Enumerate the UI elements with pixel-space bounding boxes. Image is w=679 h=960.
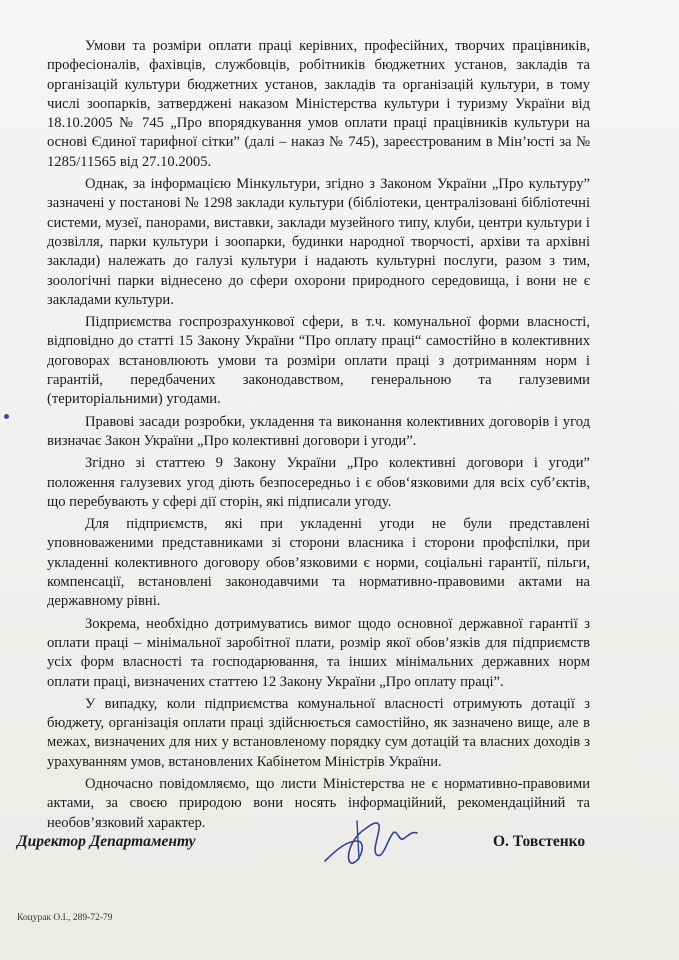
signature-block — [17, 833, 607, 873]
signatory-name: О. Товстенко — [493, 833, 586, 850]
signatory-title: Директор Департаменту — [17, 833, 196, 850]
paragraph-1: Умови та розміри оплати праці керівних, професійних, творчих працівників, професіоналів, фахівців, службовців, робітників бюджетних установ, закладів та організацій культури бюджетних установ, закладів та організацій культури, в тому числі зоопарків, затверджені наказом Міністерства культури і туризму України від 18.10.2005 № 745 „Про впорядкування умов оплати праці працівників культури на основі Єдиної тарифної сітки” (далі – наказ № 745), зареєстрованим в Мін’юсті за № 1285/11565 від 27.10.2005. — [47, 38, 590, 170]
letter-body — [47, 37, 590, 836]
paragraph-8: У випадку, коли підприємства комунальної власності отримують дотації з бюджету, організація оплати праці здійснюється самостійно, як зазначено вище, але в межах, визначених для них у встановленому порядку сум дотацій та власних доходів з урахуванням умов, встановлених Кабінетом Міністрів України. — [47, 695, 590, 770]
paragraph-9: Одночасно повідомляємо, що листи Міністерства не є нормативно-правовими актами, за своєю природою вони носять інформаційний, рекомендаційний та необов’язковий характер. — [47, 775, 590, 831]
paragraph-5: Згідно зі статтею 9 Закону України „Про колективні договори і угоди” положення галузевих угод діють безпосередньо і є обов‘язковими для всіх суб’єктів, що перебувають у сфері дії сторін, які підписали угоду. — [47, 455, 590, 510]
contact-line: Коцурак О.І., 289-72-79 — [17, 913, 113, 923]
paragraph-4: Правові засади розробки, укладення та виконання колективних договорів і угод визначає Закон України „Про колективні договори і угоди”. — [47, 413, 590, 449]
paragraph-3: Підприємства госпрозрахункової сфери, в т.ч. комунальної форми власності, відповідно до статті 15 Закону України “Про оплату праці“ самостійно в колективних договорах встановлюють умови та розміри оплати праці з дотриманням норм і гарантій, передбачених законодавством, генеральною та галузевими (територіальними) угодами. — [47, 314, 590, 408]
paragraph-6: Для підприємств, які при укладенні угоди не були представлені уповноваженими представниками зі сторони власника і сторони профспілки, при укладенні колективного договору обов’язковими є норми, соціальні гарантії, пільги, компенсації, встановлені законодавчими та нормативно-правовими актами на державному рівні. — [47, 516, 590, 610]
ink-mark — [4, 414, 9, 419]
handwritten-signature — [317, 811, 437, 871]
paragraph-2: Однак, за інформацією Мінкультури, згідно з Законом України „Про культуру” зазначені у постанові № 1298 заклади культури (бібліотеки, централізовані бібліотечні системи, музеї, панорами, виставки, заклади музейного типу, клуби, центри культури і дозвілля, парки культури і зоопарки, будинки народної творчості, архіви та архівні заклади) належать до галузі культури і надають культурні послуги, разом з тим, зоологічні парки віднесено до сфери охорони природного середовища, і вони не є закладами культури. — [47, 176, 590, 308]
paragraph-7: Зокрема, необхідно дотримуватись вимог щодо основної державної гарантії з оплати праці – мінімальної заробітної плати, розмір якої обов’язків для підприємств усіх форм власності та господарювання, та інших мінімальних державних норм оплати праці, визначених статтею 12 Закону України „Про оплату праці”. — [47, 615, 590, 690]
